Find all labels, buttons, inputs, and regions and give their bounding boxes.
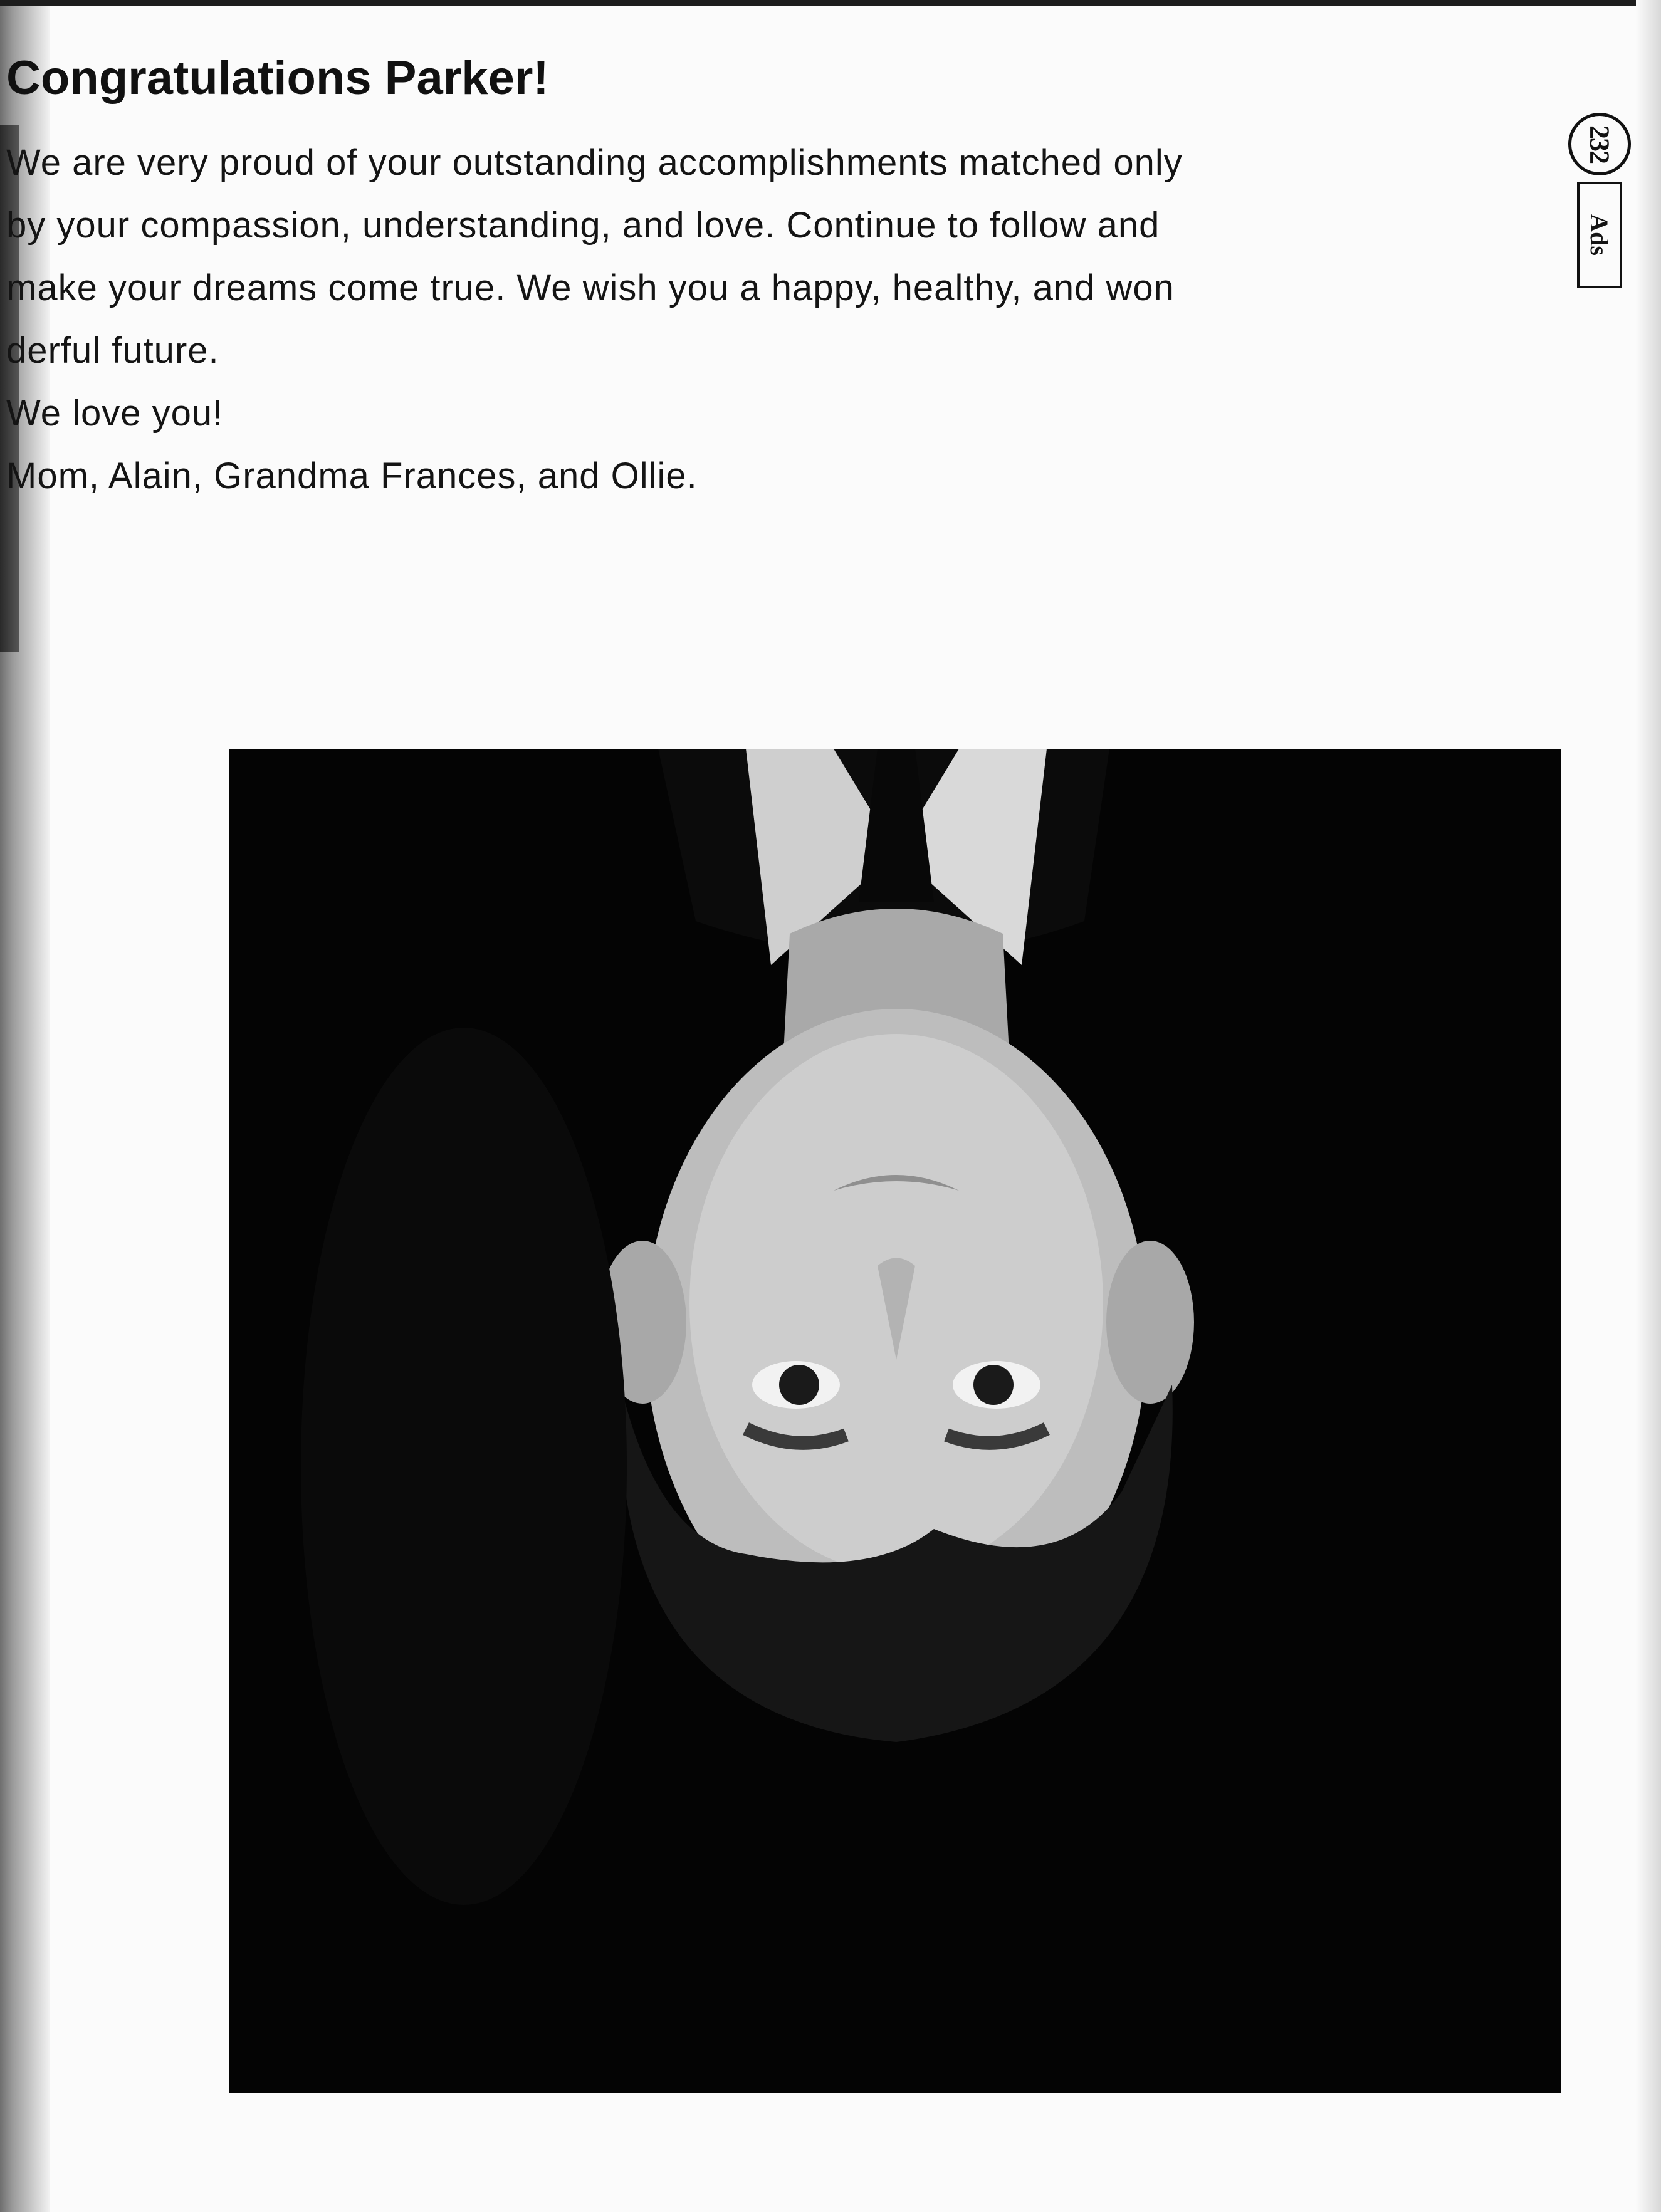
message-line-4: derful future. [6,330,219,371]
message-line-1: We are very proud of your outstanding accomplishments matched only [6,142,1183,183]
section-tab-label: Ads [1585,214,1614,256]
ad-message [6,132,1561,508]
ad-headline: Congratulations Parker! [6,51,549,105]
page-badge [1568,113,1631,288]
message-closing: We love you! [6,393,224,434]
portrait-photo [229,749,1561,2093]
ad-text-block [6,50,1561,689]
portrait-photo-image [229,749,1561,2093]
section-tab [1577,182,1622,288]
message-signature: Mom, Alain, Grandma Frances, and Ollie. [6,456,698,496]
message-line-2: by your compassion, understanding, and love. Continue to follow and [6,205,1160,246]
page-number: 232 [1568,113,1631,175]
message-line-3: make your dreams come true. We wish you a happy, healthy, and won [6,268,1175,308]
